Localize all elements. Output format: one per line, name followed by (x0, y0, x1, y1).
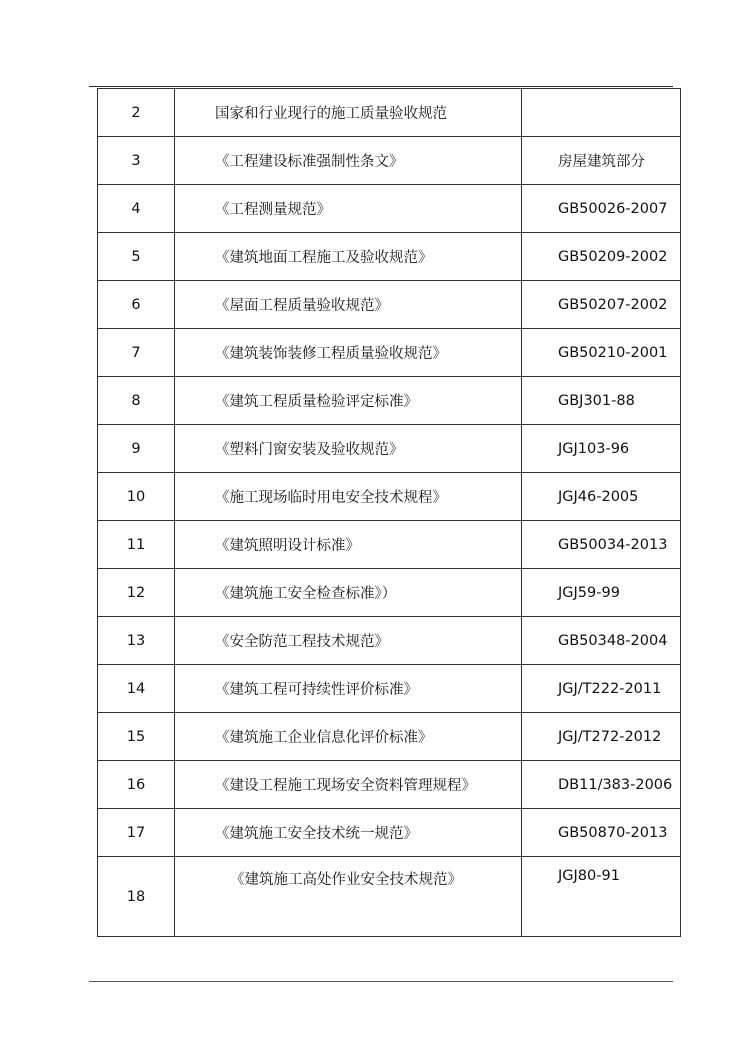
standard-name: 《建筑地面工程施工及验收规范》 (175, 233, 522, 281)
table-row (98, 425, 681, 473)
table-row (98, 521, 681, 569)
standard-code: GB50870-2013 (522, 809, 681, 857)
standard-code: GB50207-2002 (522, 281, 681, 329)
table-row (98, 569, 681, 617)
row-number: 18 (98, 857, 175, 937)
standards-table (97, 88, 681, 937)
table-row (98, 761, 681, 809)
standard-code: JGJ/T222-2011 (522, 665, 681, 713)
standard-name: 《施工现场临时用电安全技术规程》 (175, 473, 522, 521)
table-row (98, 809, 681, 857)
table-row (98, 377, 681, 425)
row-number: 2 (98, 89, 175, 137)
standard-name: 《工程测量规范》 (175, 185, 522, 233)
standard-name: 《建筑施工企业信息化评价标准》 (175, 713, 522, 761)
row-number: 9 (98, 425, 175, 473)
standard-name: 《建筑装饰装修工程质量验收规范》 (175, 329, 522, 377)
standard-name: 《建筑施工高处作业安全技术规范》 (175, 857, 522, 937)
standard-code: JGJ46-2005 (522, 473, 681, 521)
footer-rule (89, 981, 673, 982)
standard-code: JGJ59-99 (522, 569, 681, 617)
table-row (98, 281, 681, 329)
standard-name: 《建筑施工安全技术统一规范》 (175, 809, 522, 857)
row-number: 16 (98, 761, 175, 809)
standard-name: 《塑料门窗安装及验收规范》 (175, 425, 522, 473)
standard-name: 《建筑工程质量检验评定标准》 (175, 377, 522, 425)
table-row (98, 137, 681, 185)
standard-code: DB11/383-2006 (522, 761, 681, 809)
row-number: 11 (98, 521, 175, 569)
standard-name: 《建设工程施工现场安全资料管理规程》 (175, 761, 522, 809)
row-number: 12 (98, 569, 175, 617)
table-row (98, 185, 681, 233)
standard-code: GB50209-2002 (522, 233, 681, 281)
table-row (98, 713, 681, 761)
standard-name: 《屋面工程质量验收规范》 (175, 281, 522, 329)
row-number: 10 (98, 473, 175, 521)
row-number: 13 (98, 617, 175, 665)
table-row (98, 233, 681, 281)
standard-code: GB50210-2001 (522, 329, 681, 377)
table-row (98, 857, 681, 937)
table-row (98, 89, 681, 137)
table-row (98, 665, 681, 713)
table-row (98, 473, 681, 521)
row-number: 4 (98, 185, 175, 233)
row-number: 3 (98, 137, 175, 185)
row-number: 14 (98, 665, 175, 713)
row-number: 7 (98, 329, 175, 377)
standard-code: GBJ301-88 (522, 377, 681, 425)
row-number: 5 (98, 233, 175, 281)
standard-code: GB50034-2013 (522, 521, 681, 569)
header-rule (89, 86, 673, 87)
standard-code: JGJ103-96 (522, 425, 681, 473)
row-number: 15 (98, 713, 175, 761)
standard-code: GB50348-2004 (522, 617, 681, 665)
row-number: 6 (98, 281, 175, 329)
standard-name: 《建筑工程可持续性评价标准》 (175, 665, 522, 713)
standard-name: 《工程建设标准强制性条文》 (175, 137, 522, 185)
standard-name: 《建筑施工安全检查标准》） (175, 569, 522, 617)
row-number: 17 (98, 809, 175, 857)
standard-code (522, 89, 681, 137)
standard-code: GB50026-2007 (522, 185, 681, 233)
table-row (98, 329, 681, 377)
standard-name: 国家和行业现行的施工质量验收规范 (175, 89, 522, 137)
standard-name: 《安全防范工程技术规范》 (175, 617, 522, 665)
table-row (98, 617, 681, 665)
standard-code: JGJ80-91 (522, 857, 681, 937)
standard-code: 房屋建筑部分 (522, 137, 681, 185)
row-number: 8 (98, 377, 175, 425)
standard-name: 《建筑照明设计标准》 (175, 521, 522, 569)
standard-code: JGJ/T272-2012 (522, 713, 681, 761)
